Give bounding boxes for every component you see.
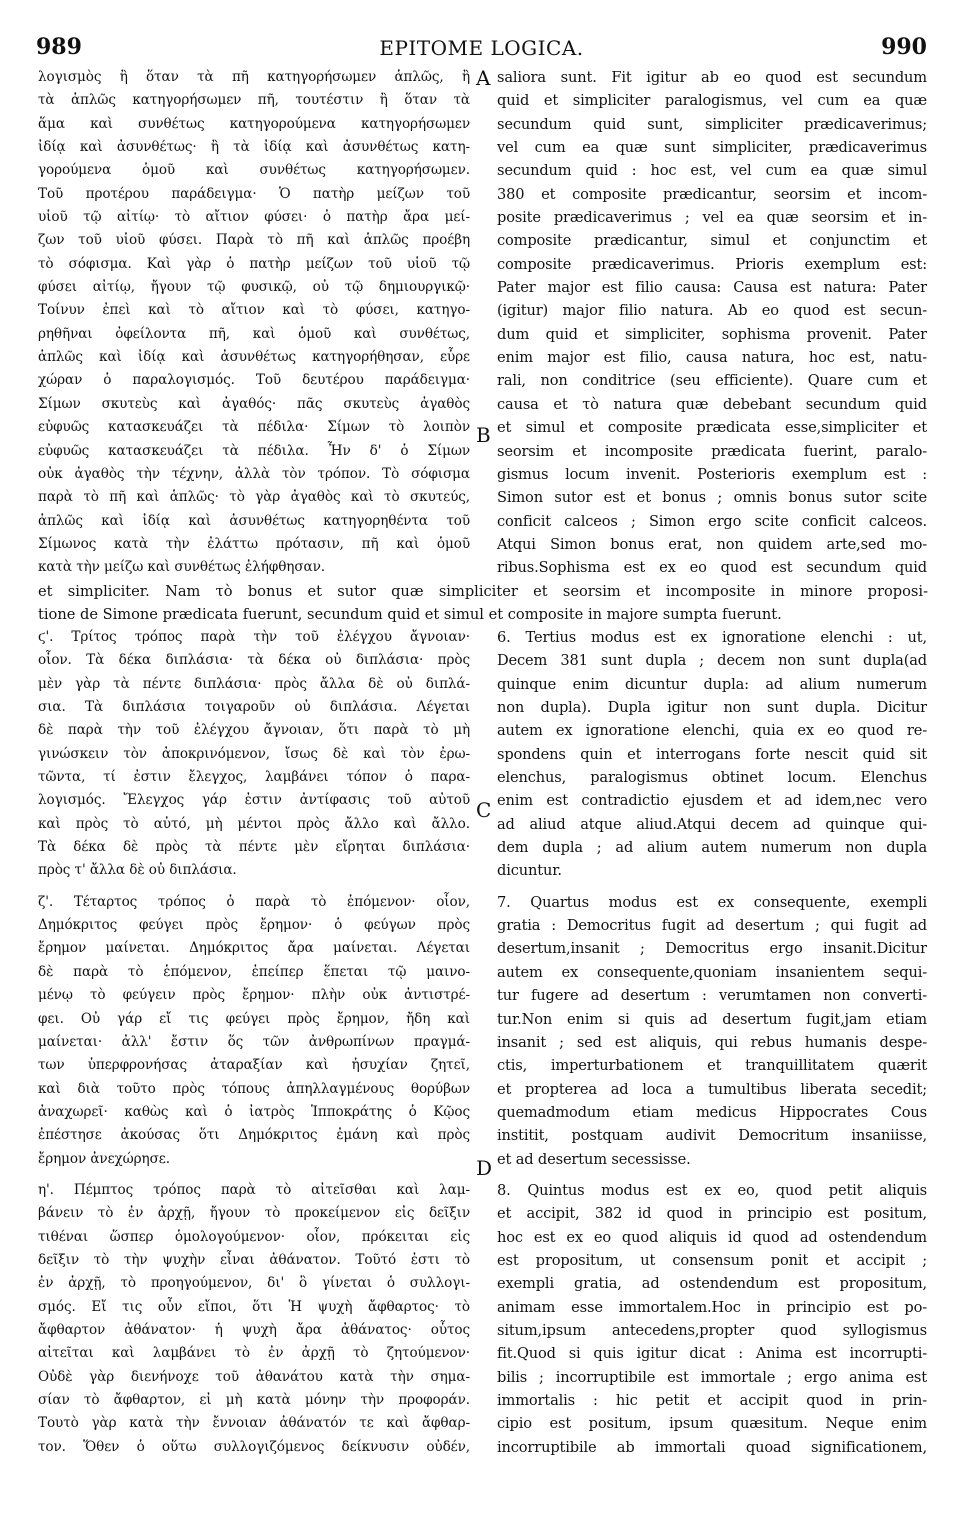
greek-text-line: βάνειν τὸ ἐν ἀρχῇ, ἤγουν τὸ προκείμενον εἰς δεῖξιν — [38, 1205, 470, 1222]
greek-text-line: γορούμενα ὁμοῦ καὶ συνθέτως κατηγορήσωμεν. — [38, 162, 470, 179]
greek-text-line: εὐφυῶς κατασκευάζει τὰ πέδιλα. Ἦν δ' ὁ Σίμων — [38, 442, 470, 459]
latin-text-line: 6. Tertius modus est ex ignoratione elenchi : ut, — [497, 629, 927, 646]
greek-text-line: Τουτὸ γὰρ κατὰ τὴν ἔννοιαν ἀθάνατόν τε καὶ ἄφθαρ- — [38, 1415, 470, 1432]
latin-text-line: non dupla). Dupla igitur non sunt dupla. Dicitur — [497, 699, 927, 717]
latin-column-top — [497, 66, 927, 580]
latin-text-line: enim est contradictio ejusdem et ad idem,nec vero — [497, 792, 927, 810]
greek-text-line: ρηθῆναι ὀφείλοντα πῆ, καὶ ὁμοῦ καὶ συνθέτως, — [38, 325, 470, 342]
latin-text-line: Simon sutor est et bonus ; omnis bonus sutor scite — [497, 489, 927, 507]
latin-text-line: quid et simpliciter paralogismus, vel cum ea quæ — [497, 92, 927, 110]
latin-text-line: elenchus, paralogismus obtinet locum. Elenchus — [497, 769, 927, 787]
greek-text-line: σίαν τὸ ἄφθαρτον, εἰ μὴ κατὰ μόνην τὴν προφοράν. — [38, 1392, 470, 1408]
latin-text-line: institit, postquam audivit Democritum insaniisse, — [497, 1127, 927, 1145]
latin-text-line: autem ex consequente,quoniam insanientem sequi- — [497, 963, 927, 981]
greek-text-line: μένῳ τὸ φεύγειν πρὸς ἔρημον· πλὴν οὐκ ἀντιστρέ- — [38, 987, 470, 1004]
greek-text-line: δὲ παρὰ τὸ ἑπόμενον, ἐπείπερ ἕπεται τῷ μαινο- — [38, 963, 470, 980]
greek-text-line: υἱοῦ τῷ αἰτίῳ· τὸ αἴτιον φύσει· ὁ πατὴρ ἄρα μεί- — [38, 209, 470, 226]
latin-text-line: et simul et composite prædicata esse,simpliciter et — [497, 419, 927, 437]
greek-text-line: σμός. Εἴ τις οὖν εἴποι, ὅτι Ἡ ψυχὴ ἄφθαρτος· τὸ — [38, 1298, 470, 1315]
latin-text-line: ad aliud atque aliud.Atqui decem ad quinque qui- — [497, 815, 927, 833]
latin-text-line: Decem 381 sunt dupla ; decem non sunt dupla(ad — [497, 652, 927, 670]
greek-text-line: Δημόκριτος φεύγει πρὸς ἔρημον· ὁ φεύγων πρὸς — [38, 917, 470, 934]
greek-text-line: των ὑπερφρονήσας ἀταραξίαν καὶ ἡσυχίαν ζητεῖ, — [38, 1057, 470, 1074]
greek-text-line: ἅμα καὶ συνθέτως κατηγορούμενα κατηγορήσωμεν — [38, 115, 470, 132]
latin-text-line: cipio est positum, ipsum quæsitum. Neque enim — [497, 1415, 927, 1433]
full-width-text-line: tione de Simone prædicata fuerunt, secundum quid et simul et composite in majore sumpta fuerunt. — [38, 606, 782, 624]
greek-text-line: φει. Οὐ γάρ εἴ τις φεύγει πρὸς ἔρημον, ἤδη καὶ — [38, 1010, 470, 1027]
greek-text-line: καὶ διὰ τοῦτο πρὸς τόπους ἀπηλλαγμένους θορύβων — [38, 1080, 470, 1097]
greek-text-line: Σίμων σκυτεὺς καὶ ἀγαθός· πᾶς σκυτεὺς ἀγαθὸς — [38, 395, 470, 412]
greek-text-line: λογισμὸς ἢ ὅταν τὰ πῆ κατηγορήσωμεν ἁπλῶς, ἢ — [38, 69, 470, 85]
running-title: EPITOME LOGICA. — [379, 36, 584, 60]
latin-text-line: Pater major est filio causa: Causa est natura: Pater — [497, 279, 927, 297]
latin-text-line: fit.Quod si quis igitur dicat : Anima est incorrupti- — [497, 1345, 927, 1363]
latin-text-line: autem ex ignoratione elenchi, quia ex eo quod re- — [497, 722, 927, 740]
greek-text-line: ἰδίᾳ καὶ ἀσυνθέτως· ἢ τὰ ἰδίᾳ καὶ ἀσυνθέτως κατη- — [38, 139, 470, 156]
greek-text-line: κατὰ τὴν μείζω καὶ συνθέτως ἐλήφθησαν. — [38, 559, 325, 576]
latin-text-line: ribus.Sophisma est ex eo quod est secundum quid — [497, 559, 927, 577]
latin-text-line: causa et τὸ natura quæ debebant secundum quid — [497, 395, 927, 413]
latin-text-line: conficit calceos ; Simon ergo scite conficit calceos. — [497, 512, 927, 530]
full-width-text-line: et simpliciter. Nam τὸ bonus et sutor quæ simpliciter et seorsim et incomposite in minore proposi- — [38, 583, 928, 600]
latin-text-line: gratia : Democritus fugit ad desertum ; qui fugit ad — [497, 917, 927, 935]
latin-text-line: bilis ; incorruptibile est immortale ; ergo anima est — [497, 1368, 927, 1386]
greek-text-line: καὶ πρὸς τὸ αὐτό, μὴ μέντοι πρὸς ἄλλο καὶ ἄλλο. — [38, 815, 470, 832]
full-width-continuation — [38, 580, 928, 627]
margin-letter-a: A — [476, 66, 491, 90]
greek-text-line: τιθέναι ὥσπερ ὁμολογούμενον· οἷον, πρόκειται εἰς — [38, 1228, 470, 1245]
latin-text-line: et propterea ad loca a tumultibus liberata secedit; — [497, 1080, 927, 1098]
greek-text-line: Τοῦ προτέρου παράδειγμα· Ὁ πατὴρ μείζων τοῦ — [38, 185, 470, 202]
greek-text-line: τὰ ἁπλῶς κατηγορήσωμεν πῆ, τουτέστιν ἢ ὅταν τὰ — [38, 92, 470, 109]
latin-text-line: desertum,insanit ; Democritus ergo insanit.Dicitur — [497, 940, 927, 958]
page-number-right: 990 — [881, 34, 927, 60]
latin-text-line: incorruptibile ab immortali quoad significationem, — [497, 1438, 927, 1456]
greek-text-line: ἐν ἀρχῇ, τὸ προηγούμενον, δι' ὃ γίνεται ὁ συλλογι- — [38, 1275, 470, 1292]
greek-text-line: παρὰ τὸ πῆ καὶ ἁπλῶς· τὸ γὰρ ἀγαθὸς καὶ τὸ σκυτεύς, — [38, 489, 470, 506]
greek-text-line: ἄφθαρτον ἀθάνατον· ἡ ψυχὴ ἄρα ἀθάνατος· οὗτος — [38, 1321, 470, 1338]
latin-text-line: rali, non conditrice (seu efficiente). Quare cum et — [497, 372, 927, 390]
greek-text-line: ζ'. Τέταρτος τρόπος ὁ παρὰ τὸ ἑπόμενον· οἷον, — [38, 893, 470, 910]
greek-text-line: φύσει αἰτίῳ, ἤγουν τῷ φυσικῷ, οὐ τῷ δημιουργικῷ· — [38, 279, 470, 296]
greek-text-line: τῶντα, τί ἐστιν ἔλεγχος, λαμβάνει τόπον ὁ παρα- — [38, 769, 470, 786]
latin-text-line: et accipit, 382 id quod in principio est positum, — [497, 1205, 927, 1223]
greek-text-line: γινώσκειν τὸν ἀποκρινόμενον, ἴσως δὲ καὶ τὸν ἐρω- — [38, 745, 470, 762]
greek-column-bottom — [38, 626, 470, 1459]
latin-text-line: spondens quin et interrogans forte nescit quid sit — [497, 745, 927, 763]
greek-text-line: εὐφυῶς κατασκευάζει τὰ πέδιλα· Σίμων τὸ λοιπὸν — [38, 419, 470, 436]
latin-text-line: Atqui Simon bonus erat, non quidem arte,sed mo- — [497, 535, 927, 553]
latin-text-line: (igitur) major filio natura. Ab eo quod est secun- — [497, 302, 927, 320]
margin-letter-d: D — [476, 1156, 493, 1180]
latin-text-line: enim major est filio, causa natura, hoc est, natu- — [497, 349, 927, 367]
greek-text-line: ζων τοῦ υἱοῦ φύσει. Παρὰ τὸ πῆ καὶ ἁπλῶς προέβη — [38, 232, 470, 249]
latin-text-line: et ad desertum secessisse. — [497, 1150, 691, 1168]
latin-text-line: dum quid et simpliciter, sophisma provenit. Pater — [497, 325, 927, 343]
greek-text-line: Οὐδὲ γὰρ διενήνοχε τοῦ ἀθανάτου κατὰ τὴν σημα- — [38, 1368, 470, 1385]
latin-text-line: saliora sunt. Fit igitur ab eo quod est secundum — [497, 69, 927, 86]
latin-text-line: secundum quid : hoc est, vel cum ea quæ simul — [497, 162, 927, 180]
latin-text-line: quemadmodum etiam medicus Hippocrates Cous — [497, 1103, 927, 1121]
greek-text-line: πρὸς τ' ἄλλα δὲ οὐ διπλάσια. — [38, 862, 237, 879]
latin-text-line: 7. Quartus modus est ex consequente, exempli — [497, 893, 927, 911]
margin-letter-c: C — [476, 798, 492, 822]
latin-text-line: ctis, imperturbationem et tranquillitatem quærit — [497, 1057, 927, 1075]
latin-text-line: vel cum ea quæ sunt simpliciter, prædicaverimus — [497, 139, 927, 157]
greek-text-line: αἰτεῖται καὶ λαμβάνει τὸ ἐν ἀρχῇ τὸ ζητούμενον· — [38, 1345, 470, 1362]
latin-text-line: exempli gratia, ad ostendendum est propositum, — [497, 1275, 927, 1293]
margin-letter-b: B — [476, 423, 491, 447]
greek-text-line: δεῖξιν τὸ τὴν ψυχὴν εἶναι ἀθάνατον. Τοῦτό ἐστι τὸ — [38, 1251, 470, 1268]
greek-text-line: Τοίνυν ἐπεὶ καὶ τὸ αἴτιον καὶ τὸ φύσει, κατηγο- — [38, 302, 470, 319]
latin-text-line: tur.Non enim si quis ad desertum fugit,jam etiam — [497, 1010, 927, 1028]
greek-text-line: ἁπλῶς καὶ ἰδίᾳ καὶ ἀσυνθέτως κατηγορήθησαν, εὗρε — [38, 349, 470, 366]
greek-text-line: ἀναχωρεῖ· καθὼς καὶ ὁ ἰατρὸς Ἱπποκράτης ὁ Κῷος — [38, 1103, 470, 1120]
latin-text-line: situm,ipsum antecedens,propter quod syllogismus — [497, 1321, 927, 1339]
latin-text-line: dem dupla ; ad alium autem numerum non dupla — [497, 839, 927, 857]
latin-text-line: tur fugere ad desertum : verumtamen non converti- — [497, 987, 927, 1005]
page-number-left: 989 — [36, 34, 82, 60]
greek-text-line: τὸ σόφισμα. Καὶ γὰρ ὁ πατὴρ μείζων τοῦ υἱοῦ τῷ — [38, 255, 470, 272]
greek-text-line: σια. Τὰ διπλάσια τοιγαροῦν οὐ διπλάσια. Λέγεται — [38, 699, 470, 716]
greek-text-line: μὲν γὰρ τὰ πέντε διπλάσια· πρὸς ἄλλα δὲ οὐ διπλά- — [38, 675, 470, 692]
latin-text-line: quinque enim dicuntur dupla: ad alium numerum — [497, 675, 927, 693]
greek-text-line: η'. Πέμπτος τρόπος παρὰ τὸ αἰτεῖσθαι καὶ λαμ- — [38, 1181, 470, 1198]
greek-text-line: δὲ παρὰ τὴν τοῦ ἐλέγχου ἄγνοιαν, ὅτι παρὰ τὸ μὴ — [38, 722, 470, 739]
latin-text-line: insanit ; sed est aliquis, qui rebus humanis despe- — [497, 1033, 927, 1051]
latin-text-line: immortalis : hic petit et accipit quod in prin- — [497, 1392, 927, 1409]
greek-text-line: οὐκ ἀγαθὸς τὴν τέχνην, ἀλλὰ τὸν τρόπον. Τὸ σόφισμα — [38, 465, 470, 482]
latin-text-line: composite prædicaverimus. Prioris exemplum est: — [497, 255, 927, 273]
greek-column-top — [38, 66, 470, 580]
latin-text-line: gismus locum invenit. Posterioris exemplum est : — [497, 465, 927, 483]
latin-text-line: animam esse immortalem.Hoc in principio est po- — [497, 1298, 927, 1316]
latin-column-bottom — [497, 626, 927, 1459]
latin-text-line: secundum quid sunt, simpliciter prædicaverimus; — [497, 115, 927, 133]
latin-text-line: dicuntur. — [497, 862, 562, 880]
latin-text-line: posite prædicaverimus ; vel ea quæ seorsim et in- — [497, 209, 927, 227]
greek-text-line: ἔρημον μαίνεται. Δημόκριτος ἄρα μαίνεται. Λέγεται — [38, 940, 470, 957]
latin-text-line: seorsim et incomposite prædicata fuerint, paralo- — [497, 442, 927, 460]
latin-text-line: est propositum, ut consensum ponit et accipit ; — [497, 1251, 927, 1269]
latin-text-line: hoc est ex eo quod aliquis id quod ad ostendendum — [497, 1228, 927, 1246]
greek-text-line: Σίμωνος κατὰ τὴν ἐλάττω πρότασιν, πῆ καὶ ὁμοῦ — [38, 535, 470, 552]
greek-text-line: ἐπέστησε ἀκούσας ὅτι Δημόκριτος ἐμάνη καὶ πρὸς — [38, 1127, 470, 1144]
greek-text-line: λογισμός. Ἔλεγχος γάρ ἐστιν ἀντίφασις τοῦ αὐτοῦ — [38, 792, 470, 809]
greek-text-line: μαίνεται· ἀλλ' ἔστιν ὅς τῶν ἀνθρωπίνων πραγμά- — [38, 1033, 470, 1050]
greek-text-line: ἔρημον ἀνεχώρησε. — [38, 1150, 170, 1167]
latin-text-line: 380 et composite prædicantur, seorsim et incom- — [497, 185, 927, 203]
greek-text-line: οἷον. Τὰ δέκα διπλάσια· τὰ δέκα οὐ διπλάσια· πρὸς — [38, 652, 470, 669]
greek-text-line: ϛ'. Τρίτος τρόπος παρὰ τὴν τοῦ ἐλέγχου ἄγνοιαν· — [38, 629, 470, 645]
greek-text-line: Τὰ δέκα δὲ πρὸς τὰ πέντε μὲν εἴρηται διπλάσια· — [38, 839, 470, 856]
running-header — [36, 34, 927, 60]
greek-text-line: τον. Ὅθεν ὁ οὕτω συλλογιζόμενος δείκνυσιν οὐδέν, — [38, 1438, 470, 1455]
greek-text-line: χώραν ὁ παραλογισμός. Τοῦ δευτέρου παράδειγμα· — [38, 372, 470, 389]
latin-text-line: 8. Quintus modus est ex eo, quod petit aliquis — [497, 1181, 927, 1199]
latin-text-line: composite prædicantur, simul et conjunctim et — [497, 232, 927, 250]
greek-text-line: ἁπλῶς καὶ ἰδίᾳ καὶ ἀσυνθέτως κατηγορηθέντα τοῦ — [38, 512, 470, 529]
